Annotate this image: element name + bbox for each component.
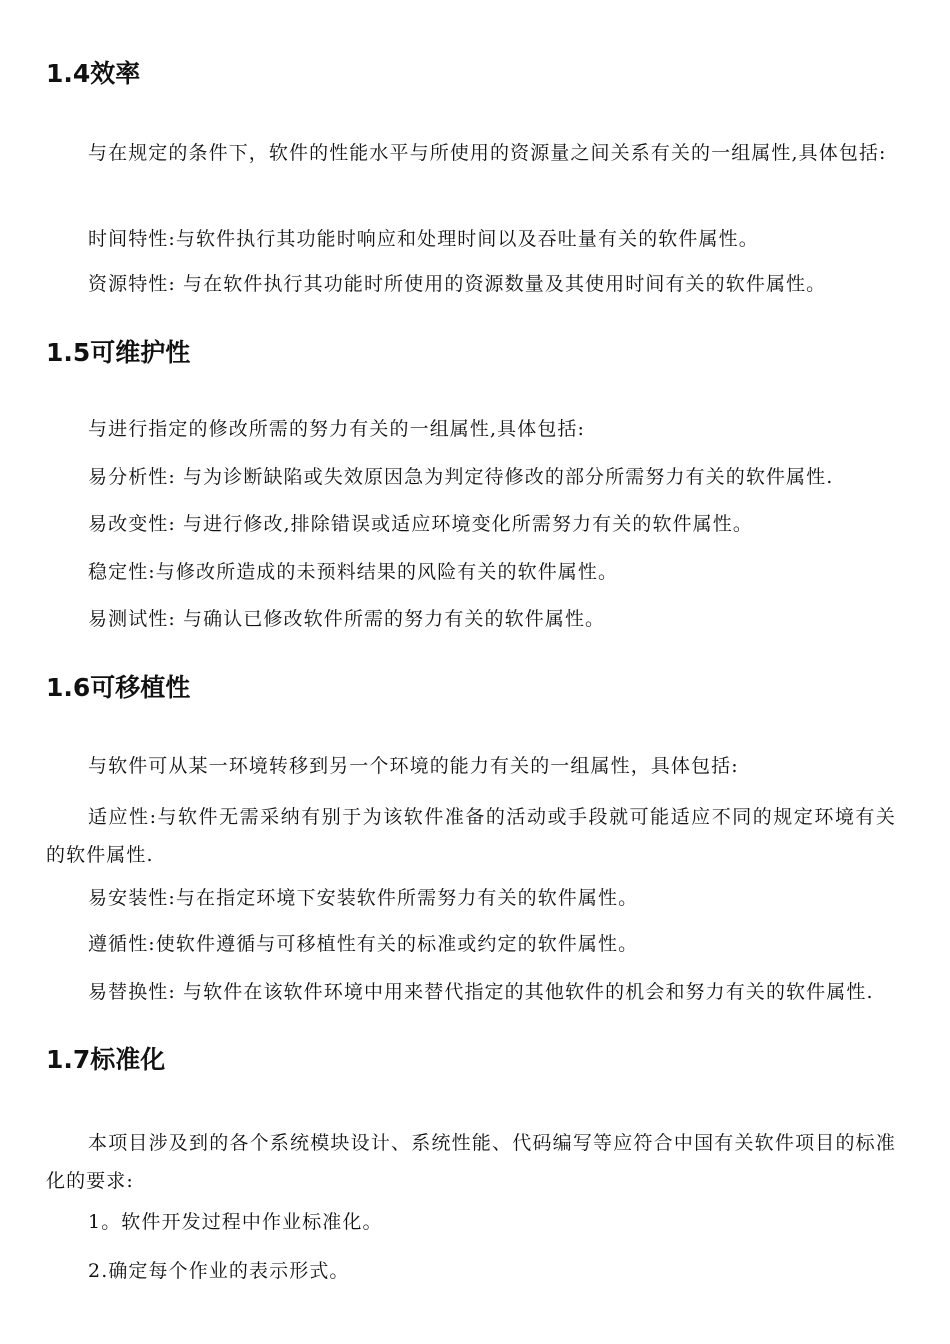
standardization-intro: 本项目涉及到的各个系统模块设计、系统性能、代码编写等应符合中国有关软件项目的标准化的要求: [46,1132,896,1192]
standardization-item-1: 1。软件开发过程中作业标准化。 [88,1211,383,1233]
maintainability-intro: 与进行指定的修改所需的努力有关的一组属性,具体包括: [88,418,586,440]
efficiency-resource-behavior: 资源特性: 与在软件执行其功能时所使用的资源数量及其使用时间有关的软件属性。 [88,273,827,295]
portability-installability: 易安装性:与在指定环境下安装软件所需努力有关的软件属性。 [88,887,639,909]
section-heading-standardization: 1.7标准化 [46,1045,166,1074]
portability-adaptability: 适应性:与软件无需采纳有别于为该软件准备的活动或手段就可能适应不同的规定环境有关的软件属性. [46,806,896,866]
portability-intro: 与软件可从某一环境转移到另一个环境的能力有关的一组属性，具体包括: [88,755,739,777]
maintainability-analysability: 易分析性: 与为诊断缺陷或失效原因急为判定待修改的部分所需努力有关的软件属性. [88,466,834,488]
standardization-item-2: 2.确定每个作业的表示形式。 [88,1260,350,1282]
efficiency-time-behavior: 时间特性:与软件执行其功能时响应和处理时间以及吞吐量有关的软件属性。 [88,228,759,250]
maintainability-stability: 稳定性:与修改所造成的未预料结果的风险有关的软件属性。 [88,561,619,583]
section-heading-efficiency: 1.4效率 [46,59,141,88]
efficiency-intro: 与在规定的条件下，软件的性能水平与所使用的资源量之间关系有关的一组属性,具体包括: [88,142,887,164]
section-heading-maintainability: 1.5可维护性 [46,338,191,367]
maintainability-changeability: 易改变性: 与进行修改,排除错误或适应环境变化所需努力有关的软件属性。 [88,513,753,535]
section-heading-portability: 1.6可移植性 [46,673,191,702]
maintainability-testability: 易测试性: 与确认已修改软件所需的努力有关的软件属性。 [88,608,606,630]
portability-replaceability: 易替换性: 与软件在该软件环境中用来替代指定的其他软件的机会和努力有关的软件属性. [88,981,874,1003]
portability-conformance: 遵循性:使软件遵循与可移植性有关的标准或约定的软件属性。 [88,933,639,955]
